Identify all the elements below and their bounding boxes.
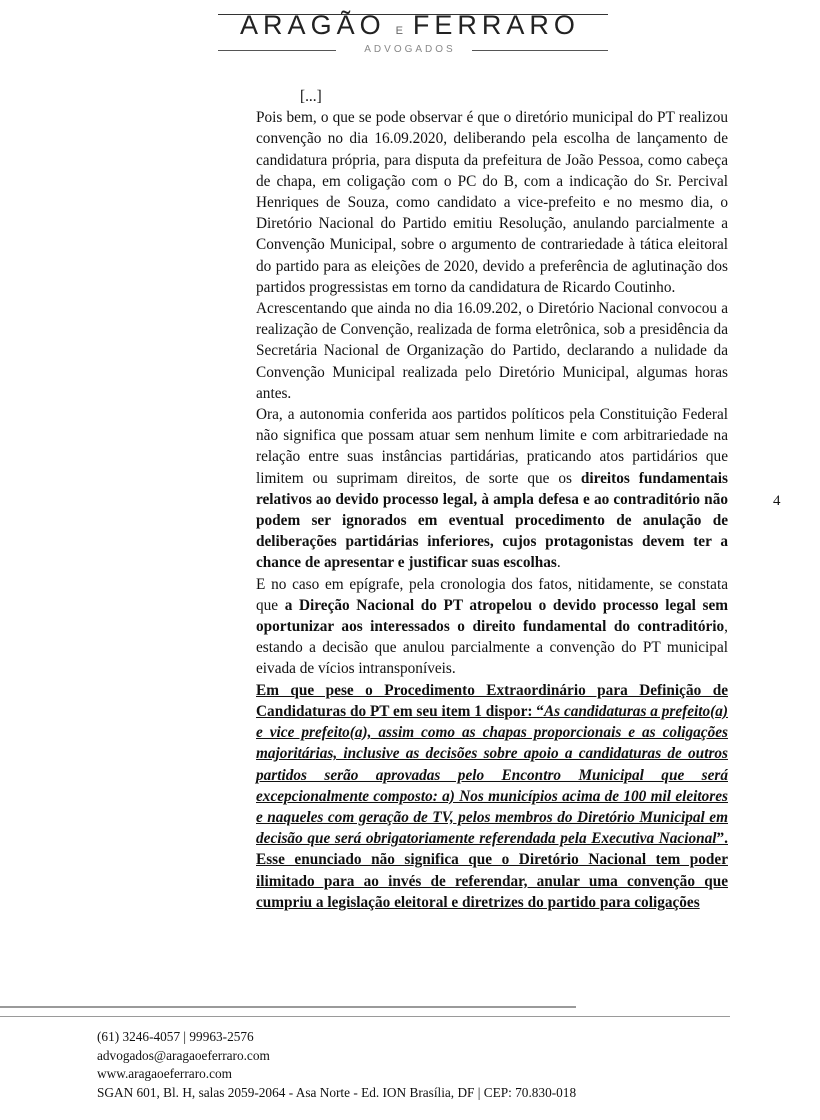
paragraph-3-end: . xyxy=(556,554,561,572)
firm-name-left: ARAGÃO xyxy=(240,10,386,40)
footer-website: www.aragaoeferraro.com xyxy=(97,1066,232,1082)
document-body xyxy=(256,86,728,913)
paragraph-4-end: , estando a decisão que anulou parcialmente a convenção do PT municipal eivada de vícios intransponíveis. xyxy=(256,618,728,678)
paragraph-3-text: Ora, a autonomia conferida aos partidos políticos pela Constituição Federal não significa que possam atuar sem nenhum limite e com arbitrariedade na relação entre suas instâncias partidárias, praticando atos partidários que limitem ou suprimam direitos, de sorte que os xyxy=(256,406,728,487)
paragraph-4-text: E no caso em epígrafe, pela cronologia dos fatos, nitidamente, se constata que xyxy=(256,575,728,614)
firm-subtitle: ADVOGADOS xyxy=(364,44,456,55)
paragraph-4 xyxy=(256,574,728,680)
paragraph-1: Pois bem, o que se pode observar é que o diretório municipal do PT realizou convenção no dia 16.09.2020, deliberando pela escolha de lançamento de candidatura própria, para disputa da prefeitura de João Pessoa, como cabeça de chapa, em coligação com o PC do B, com a indicação do Sr. Percival Henriques de Souza, como candidato a vice-prefeito e no mesmo dia, o Diretório Nacional do Partido emitiu Resolução, anulando parcialmente a Convenção Municipal, sobre o argumento de contrariedade à tática eleitoral do partido para as eleições de 2020, devido a preferência de aglutinação dos partidos progressistas em torno da candidatura de Ricardo Coutinho. xyxy=(256,109,728,296)
footer-rule-upper xyxy=(0,1006,576,1008)
letterhead xyxy=(0,0,820,70)
firm-name-right: FERRARO xyxy=(412,10,580,40)
footer-email: advogados@aragaoeferraro.com xyxy=(97,1047,270,1063)
footer-rule-lower xyxy=(0,1016,730,1017)
paragraph-5 xyxy=(256,680,728,913)
paragraph-2: Acrescentando que ainda no dia 16.09.202, o Diretório Nacional convocou a realização de Convenção, realizada de forma eletrônica, sob a presidência da Secretária Nacional de Organização do Partido, declarando a nulidade da Convenção Municipal realizada pelo Diretório Municipal, algumas horas antes. xyxy=(256,300,728,402)
paragraph-5-tail: ”. Esse enunciado não significa que o Diretório Nacional tem poder ilimitado para ao invés de referendar, anular uma convenção que cumpriu a legislação eleitoral e diretrizes do partido para coligações xyxy=(256,830,728,911)
quote-ellipsis: [...] xyxy=(300,88,322,105)
footer-contact xyxy=(97,1028,576,1102)
footer-phone: (61) 3246-4057 | 99963-2576 xyxy=(97,1029,254,1044)
firm-name-connector: E xyxy=(395,25,403,37)
firm-logo xyxy=(0,10,820,41)
paragraph-3 xyxy=(256,404,728,574)
paragraph-3-bold: direitos fundamentais relativos ao devido processo legal, à ampla defesa e ao contraditório não podem ser ignorados em eventual procedimento de anulação de deliberações partidárias inferiores, cujos protagonistas devem ter a chance de apresentar e justificar suas escolhas xyxy=(256,469,728,572)
paragraph-4-bold: a Direção Nacional do PT atropelou o devido processo legal sem oportunizar aos interessados o direito fundamental do contraditório xyxy=(256,596,728,636)
subtitle-rule-right xyxy=(472,50,608,51)
page-number: 4 xyxy=(773,493,781,509)
footer-address: SGAN 601, Bl. H, salas 2059-2064 - Asa Norte - Ed. ION Brasília, DF | CEP: 70.830-018 xyxy=(97,1084,577,1100)
paragraph-5-lead: Em que pese o Procedimento Extraordinário para Definição de Candidaturas do PT em seu item 1 dispor: “ xyxy=(256,681,728,720)
paragraph-5-quote: As candidaturas a prefeito(a) e vice prefeito(a), assim como as chapas proporcionais e as coligações majoritárias, inclusive as decisões sobre apoio a candidaturas de outros partidos serão aprovadas pelo Encontro Municipal que será excepcionalmente composto: a) Nos municípios acima de 100 mil eleitores e naqueles com geração de TV, pelos membros do Diretório Municipal em decisão que será obrigatoriamente referendada pela Executiva Nacional xyxy=(256,702,728,848)
